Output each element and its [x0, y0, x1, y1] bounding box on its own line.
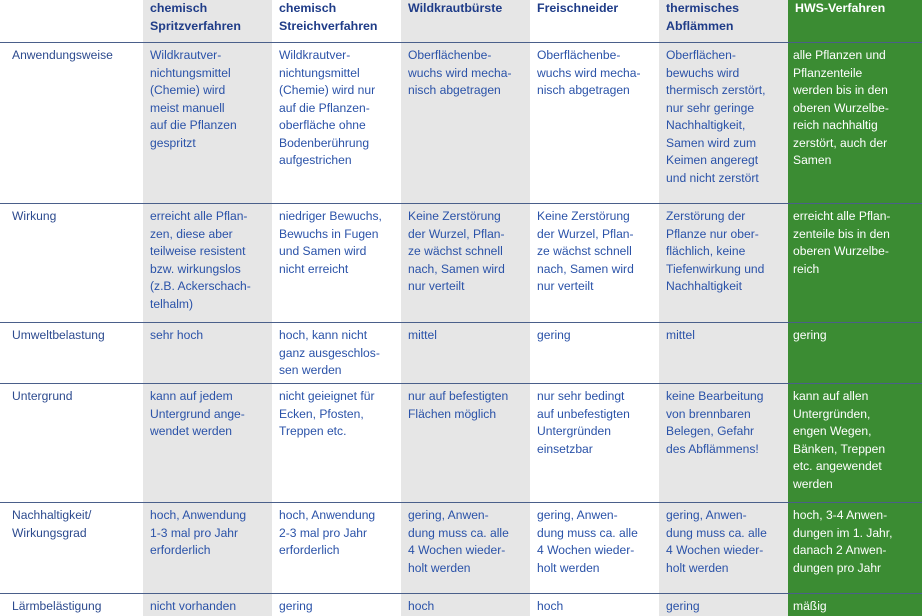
table-cell: hoch, Anwendung 2-3 mal pro Jahr erforderlich [272, 503, 401, 594]
table-cell: erreicht alle Pflan- zen, diese aber teilweise resistent bzw. wirkungslos (z.B. Ackerschach- telhalm) [143, 204, 272, 323]
header-chemisch-spritzverfahren: chemisch Spritzverfahren [143, 0, 272, 43]
header-row [0, 0, 922, 43]
table-cell: Wildkrautver- nichtungsmittel (Chemie) wird nur auf die Pflanzen- oberfläche ohne Bodenberührung aufgestrichen [272, 43, 401, 204]
table-row [0, 503, 922, 594]
table-cell: Oberflächenbe- wuchs wird mecha- nisch abgetragen [530, 43, 659, 204]
table-row [0, 384, 922, 503]
row-label: Nachhaltigkeit/ Wirkungsgrad [0, 503, 143, 594]
table-cell: nur sehr bedingt auf unbefestigten Untergründen einsetzbar [530, 384, 659, 503]
table-cell: kann auf jedem Untergrund ange- wendet werden [143, 384, 272, 503]
table-cell-hws: alle Pflanzen und Pflanzenteile werden bis in den oberen Wurzelbe- reich nachhaltig zerstört, auch der Samen [788, 43, 922, 204]
table-cell: sehr hoch [143, 323, 272, 384]
row-label: Umweltbelastung [0, 323, 143, 384]
table-row [0, 594, 922, 616]
table-cell: nur auf befestigten Flächen möglich [401, 384, 530, 503]
table-cell: Oberflächenbe- wuchs wird mecha- nisch abgetragen [401, 43, 530, 204]
table-cell: Wildkrautver- nichtungsmittel (Chemie) wird meist manuell auf die Pflanzen gespritzt [143, 43, 272, 204]
table-cell: gering [530, 323, 659, 384]
header-cell-empty [0, 0, 143, 43]
table-cell: gering, Anwen- dung muss ca. alle 4 Wochen wieder- holt werden [401, 503, 530, 594]
table-cell: Zerstörung der Pflanze nur ober- flächlich, keine Tiefenwirkung und Nachhaltigkeit [659, 204, 788, 323]
header-hws-verfahren: HWS-Verfahren [788, 0, 922, 43]
table-cell: hoch, kann nicht ganz ausgeschlos- sen werden [272, 323, 401, 384]
table-cell: hoch, Anwendung 1-3 mal pro Jahr erforderlich [143, 503, 272, 594]
table-cell: gering, Anwen- dung muss ca. alle 4 Wochen wieder- holt werden [659, 503, 788, 594]
table-cell: hoch [530, 594, 659, 616]
table-row [0, 204, 922, 323]
table-cell-hws: gering [788, 323, 922, 384]
table-cell: mittel [401, 323, 530, 384]
table-cell: Oberflächen- bewuchs wird thermisch zerstört, nur sehr geringe Nachhaltigkeit, Samen wird zum Keimen angeregt und nicht zerstört [659, 43, 788, 204]
table-cell-hws: erreicht alle Pflan- zenteile bis in den oberen Wurzelbe- reich [788, 204, 922, 323]
table-cell: hoch [401, 594, 530, 616]
table-cell: nicht geieignet für Ecken, Pfosten, Treppen etc. [272, 384, 401, 503]
table-cell: mittel [659, 323, 788, 384]
row-label: Wirkung [0, 204, 143, 323]
table-row [0, 323, 922, 384]
header-wildkrautbuerste: Wildkrautbürste [401, 0, 530, 43]
header-freischneider: Freischneider [530, 0, 659, 43]
table-cell: Keine Zerstörung der Wurzel, Pflan- ze wächst schnell nach, Samen wird nur verteilt [401, 204, 530, 323]
header-thermisches-abflaemmen: thermisches Abflämmen [659, 0, 788, 43]
row-label: Anwendungsweise [0, 43, 143, 204]
table-cell: Keine Zerstörung der Wurzel, Pflan- ze wächst schnell nach, Samen wird nur verteilt [530, 204, 659, 323]
table-cell: keine Bearbeitung von brennbaren Belegen, Gefahr des Abflämmens! [659, 384, 788, 503]
table-cell-hws: mäßig [788, 594, 922, 616]
table-cell: niedriger Bewuchs, Bewuchs in Fugen und Samen wird nicht erreicht [272, 204, 401, 323]
table-body [0, 43, 922, 616]
table-cell: gering [659, 594, 788, 616]
row-label: Untergrund [0, 384, 143, 503]
table-cell-hws: kann auf allen Untergründen, engen Wegen, Bänken, Treppen etc. angewendet werden [788, 384, 922, 503]
row-label: Lärmbelästigung [0, 594, 143, 616]
table-cell: gering [272, 594, 401, 616]
table-cell: nicht vorhanden [143, 594, 272, 616]
header-chemisch-streichverfahren: chemisch Streichverfahren [272, 0, 401, 43]
table-cell-hws: hoch, 3-4 Anwen- dungen im 1. Jahr, danach 2 Anwen- dungen pro Jahr [788, 503, 922, 594]
table-row [0, 43, 922, 204]
table-cell: gering, Anwen- dung muss ca. alle 4 Wochen wieder- holt werden [530, 503, 659, 594]
